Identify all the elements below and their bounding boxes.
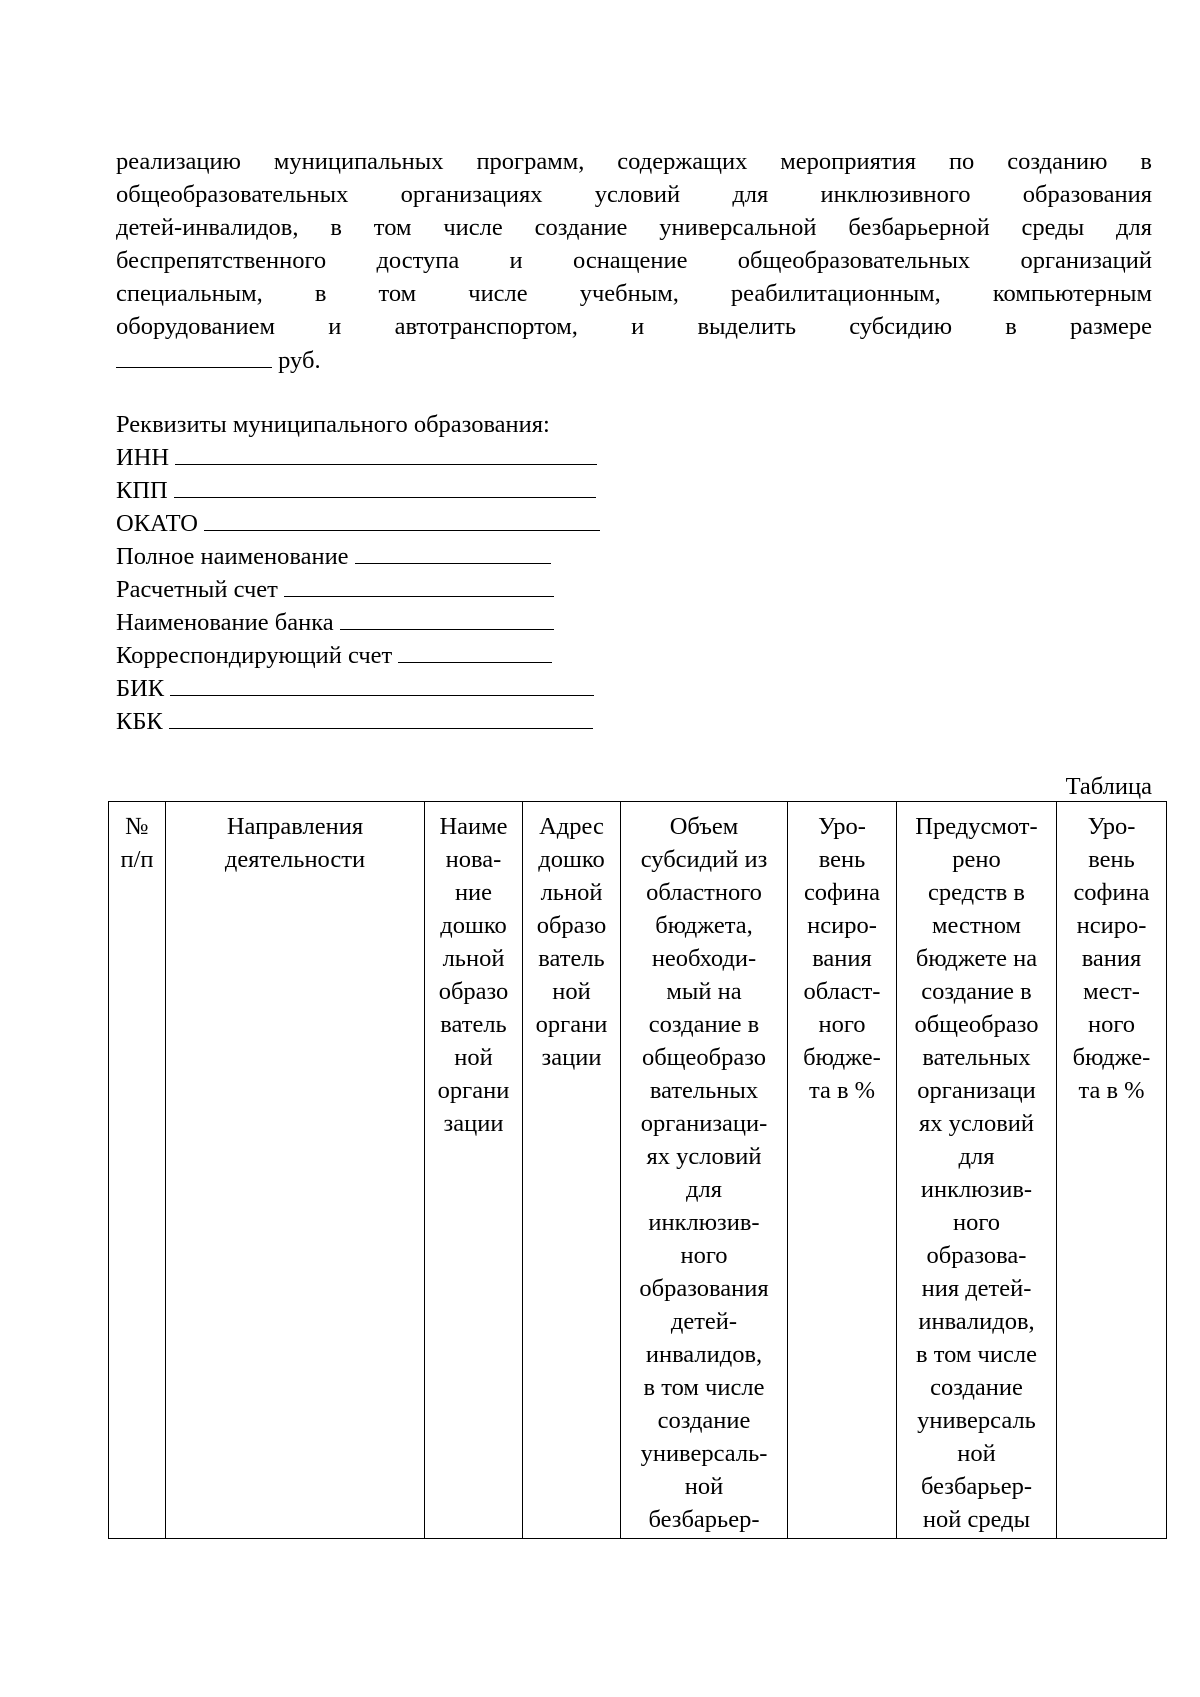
- requisite-kpp: [116, 474, 600, 507]
- requisite-account: [116, 573, 600, 606]
- requisites-block: [116, 408, 600, 738]
- requisites-title: Реквизиты муниципального образования:: [116, 411, 550, 438]
- amount-blank: [116, 343, 272, 368]
- amount-line: [116, 343, 1152, 377]
- requisite-inn: [116, 441, 600, 474]
- requisite-blank: [204, 508, 600, 531]
- requisite-blank: [398, 640, 552, 663]
- header-cell-org-address: Адрес дошко льной образо ватель ной органи зации: [523, 802, 621, 1539]
- requisite-label: Корреспондирующий счет: [116, 642, 393, 669]
- header-cell-regional-subsidy: Объем субсидий из областного бюджета, необходи- мый на создание в общеобразо вательных организаци- ях условий для инклюзив- ного образования детей- инвалидов, в том числе создание универсаль- ной безбарьер-: [621, 802, 788, 1539]
- requisite-okato: [116, 507, 600, 540]
- requisite-label: Расчетный счет: [116, 576, 278, 603]
- header-cell-local-cofinancing: Уро- вень софина нсиро- вания мест- ного бюдже- та в %: [1057, 802, 1167, 1539]
- requisite-full-name: [116, 540, 600, 573]
- intro-paragraph: [116, 145, 1152, 377]
- requisite-blank: [340, 607, 554, 630]
- intro-line: реализацию муниципальных программ, содержащих мероприятия по созданию в: [116, 148, 1152, 175]
- header-cell-directions: Направления деятельности: [166, 802, 425, 1539]
- header-cell-org-name: Наиме нова- ние дошко льной образо ватель ной органи зации: [425, 802, 523, 1539]
- requisite-bank-name: [116, 606, 600, 639]
- requisite-blank: [355, 541, 551, 564]
- header-cell-local-budget: Предусмот- рено средств в местном бюджете на создание в общеобразо вательных организаци ях условий для инклюзив- ного образова- ния детей- инвалидов, в том числе создание универсаль ной безбарьер- ной среды: [897, 802, 1057, 1539]
- requisite-blank: [175, 442, 597, 465]
- requisite-blank: [174, 475, 596, 498]
- requisite-bik: [116, 672, 600, 705]
- requisite-blank: [169, 706, 593, 729]
- requisite-blank: [170, 673, 594, 696]
- requisite-label: ОКАТО: [116, 510, 198, 537]
- requisite-label: КБК: [116, 708, 163, 735]
- intro-line: детей-инвалидов, в том числе создание универсальной безбарьерной среды для: [116, 214, 1152, 241]
- subsidy-table: [108, 801, 1167, 1539]
- requisite-label: Наименование банка: [116, 609, 334, 636]
- requisite-blank: [284, 574, 554, 597]
- requisite-label: БИК: [116, 675, 165, 702]
- requisite-label: Полное наименование: [116, 543, 349, 570]
- requisite-label: ИНН: [116, 444, 170, 471]
- amount-suffix: руб.: [278, 347, 321, 374]
- intro-line: специальным, в том числе учебным, реабилитационным, компьютерным: [116, 280, 1152, 307]
- table-caption: Таблица: [1065, 773, 1152, 800]
- intro-line: общеобразовательных организациях условий для инклюзивного образования: [116, 181, 1152, 208]
- requisite-label: КПП: [116, 477, 168, 504]
- requisite-kbk: [116, 705, 600, 738]
- intro-line: беспрепятственного доступа и оснащение общеобразовательных организаций: [116, 247, 1152, 274]
- intro-line: оборудованием и автотранспортом, и выделить субсидию в размере: [116, 313, 1152, 340]
- header-cell-number: № п/п: [109, 802, 166, 1539]
- requisite-corr-account: [116, 639, 600, 672]
- header-cell-regional-cofinancing: Уро- вень софина нсиро- вания област- ного бюдже- та в %: [788, 802, 897, 1539]
- table-header-row: [109, 802, 1167, 1539]
